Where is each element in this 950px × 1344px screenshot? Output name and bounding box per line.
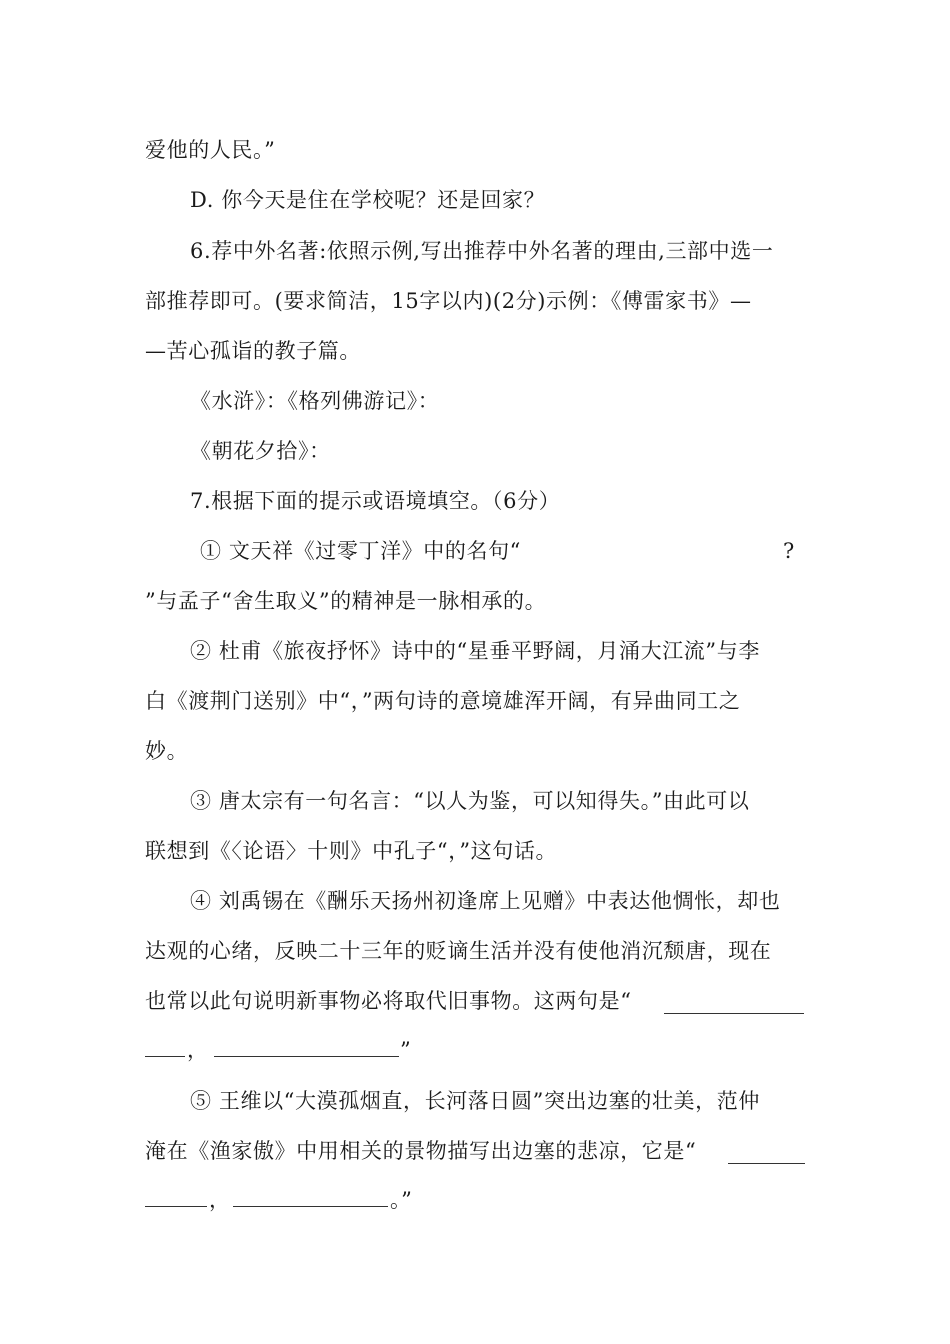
q7-item-2-line-1: ② 杜甫《旅夜抒怀》诗中的“星垂平野阔，月涌大江流”与李 (190, 639, 760, 663)
answer-blank[interactable] (145, 1034, 185, 1057)
q7-item-4-line-1: ④ 刘禹锡在《酬乐天扬州初逢席上见赠》中表达他惆怅，却也 (190, 889, 781, 913)
question-6-books-1: 《水浒》：《格列佛游记》： (190, 389, 440, 413)
q7-item-4-comma: ， (187, 1038, 209, 1062)
answer-blank[interactable] (664, 991, 804, 1014)
q7-item-3-line-1: ③ 唐太宗有一句名言：“以人为鉴，可以知得失。”由此可以 (190, 789, 750, 813)
question-6-line-1: 6.荐中外名著:依照示例,写出推荐中外名著的理由,三部中选一 (190, 239, 774, 263)
q7-item-3-line-2: 联想到《〈论语〉十则》中孔子“，”这句话。 (145, 839, 558, 863)
q7-item-2-line-2: 白《渡荆门送别》中“，”两句诗的意境雄浑开阔，有异曲同工之 (145, 689, 741, 713)
q7-item-4-line-3: 也常以此句说明新事物必将取代旧事物。这两句是“ (145, 989, 632, 1013)
answer-blank[interactable] (233, 1184, 388, 1207)
q7-item-4-line-2: 达观的心绪，反映二十三年的贬谪生活并没有使他消沉颓唐，现在 (145, 939, 772, 963)
q7-item-4-close-quote: ” (400, 1038, 412, 1062)
q7-item-1-question-mark: ? (783, 539, 795, 563)
question-6-books-2: 《朝花夕拾》： (190, 439, 331, 463)
q7-item-2-line-3: 妙。 (145, 739, 189, 763)
q7-item-5-end: 。” (390, 1188, 413, 1212)
answer-blank[interactable] (145, 1184, 207, 1207)
answer-blank[interactable] (728, 1141, 805, 1164)
q7-item-5-line-2: 淹在《渔家傲》中用相关的景物描写出边塞的悲凉，它是“ (145, 1139, 697, 1163)
question-7-title: 7.根据下面的提示或语境填空。（6分） (190, 489, 561, 513)
q7-item-5-line-1: ⑤ 王维以“大漠孤烟直，长河落日圆”突出边塞的壮美，范仲 (190, 1089, 760, 1113)
answer-blank[interactable] (214, 1034, 399, 1057)
option-d: D. 你今天是住在学校呢？还是回家？ (190, 188, 546, 212)
q7-item-5-comma: ， (209, 1188, 231, 1212)
question-6-line-2: 部推荐即可。(要求简洁，15字以内)(2分)示例：《傅雷家书》— (145, 289, 752, 313)
q7-item-1-line-2: ”与孟子“舍生取义”的精神是一脉相承的。 (145, 589, 547, 613)
q7-item-1-line-1: ① 文天祥《过零丁洋》中的名句“ (200, 539, 522, 563)
question-6-line-3: —苦心孤诣的教子篇。 (145, 339, 361, 363)
text-line: 爱他的人民。” (145, 138, 276, 162)
